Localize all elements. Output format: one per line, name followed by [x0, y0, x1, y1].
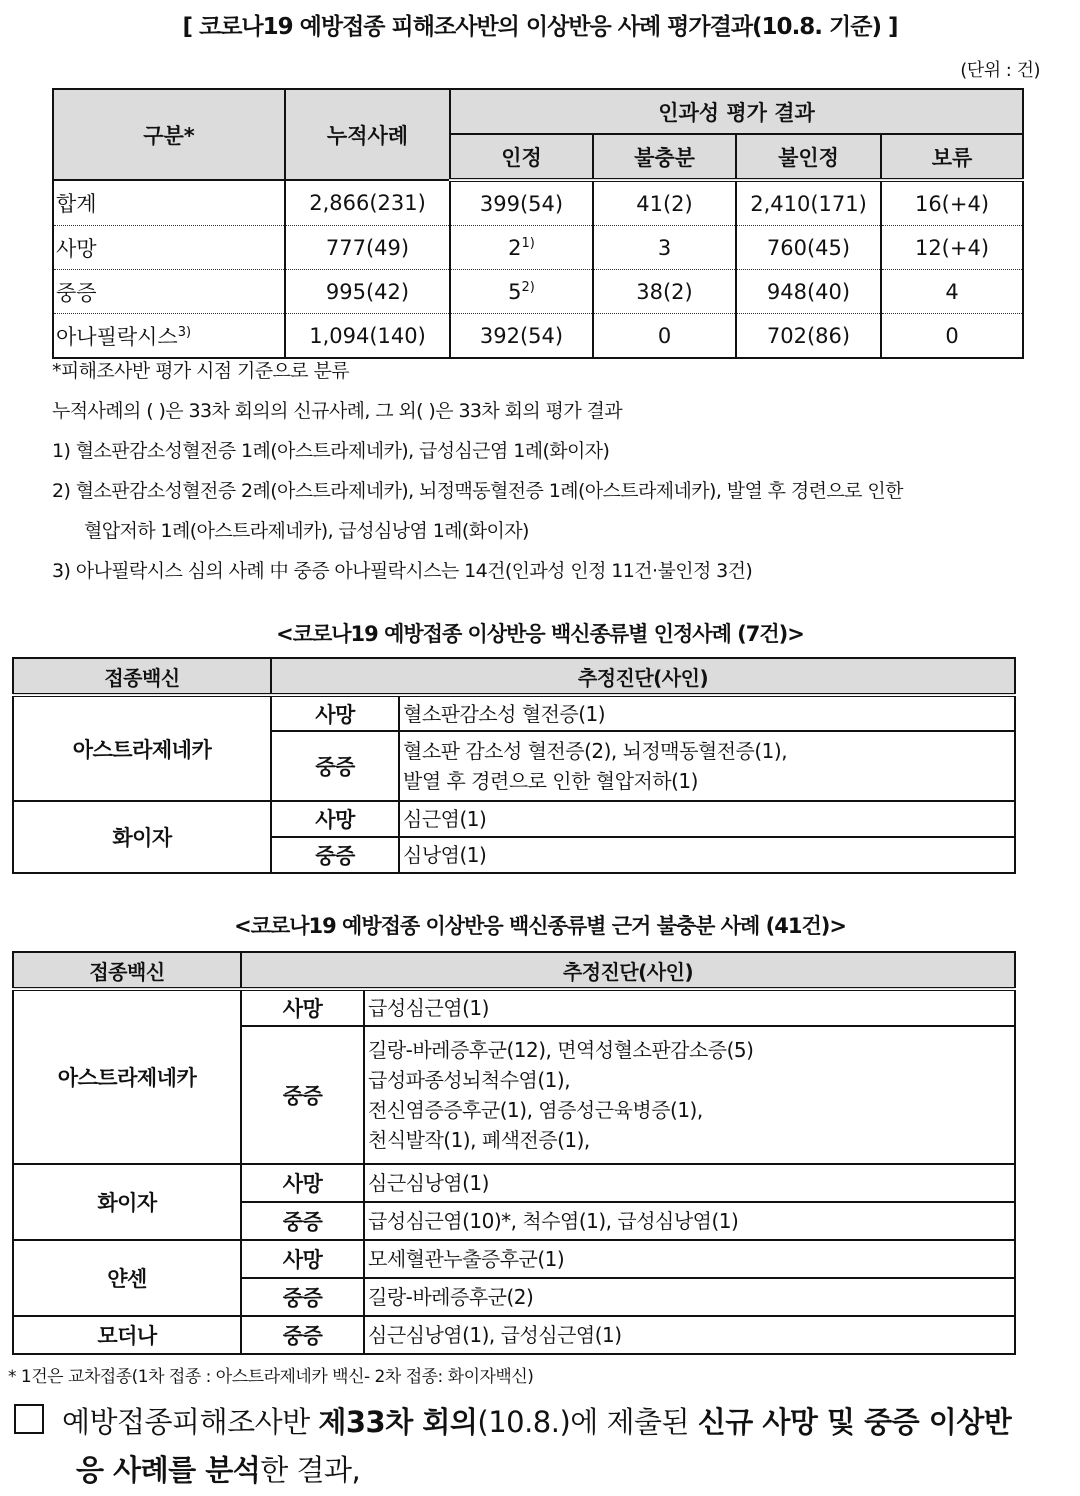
severity-label: 중증: [241, 1026, 364, 1164]
table-row: [53, 314, 1023, 359]
para-bold: 신규 사망 및 중증 이상반: [697, 1405, 1012, 1439]
table-row: [53, 180, 1023, 226]
cumulative-cell: 777(49): [285, 226, 450, 270]
col-recognized: 인정: [450, 134, 593, 180]
cumulative-cell: 2,866(231): [285, 180, 450, 226]
insufficient-table-title: <코로나19 예방접종 이상반응 백신종류별 근거 불충분 사례 (41건)>: [234, 914, 846, 938]
insufficient-cell: 41(2): [593, 180, 736, 226]
para-text: 한 결과,: [260, 1453, 361, 1487]
diagnosis-cell: [364, 1316, 1015, 1354]
para-bold: 응 사례를 분석: [76, 1453, 261, 1487]
table-row: [13, 695, 1015, 731]
not-recognized-cell: 760(45): [736, 226, 881, 270]
col-diagnosis: 추정진단(사인): [271, 658, 1015, 695]
diagnosis-cell: [364, 1164, 1015, 1202]
col-category: 구분*: [53, 89, 285, 180]
diagnosis-cell: [364, 1278, 1015, 1316]
recognized-cell: 399(54): [450, 180, 593, 226]
diagnosis-line: 길랑-바레증후군(12), 면역성혈소판감소증(5): [368, 1038, 754, 1062]
para-text: 예방접종피해조사반: [62, 1405, 319, 1439]
severity-label: 사망: [271, 695, 399, 731]
not-recognized-cell: 948(40): [736, 270, 881, 314]
table-row: [13, 1240, 1015, 1278]
table-row: [53, 226, 1023, 270]
col-vaccine: 접종백신: [13, 658, 271, 695]
recognized-cell: 2$^{1)}$: [450, 226, 593, 270]
table-row: [13, 989, 1015, 1026]
note-line: 누적사례의 ( )은 33차 회의의 신규사례, 그 외( )은 33차 회의 평가 결과: [52, 400, 623, 422]
col-vaccine: 접종백신: [13, 952, 241, 989]
insufficient-cell: 3: [593, 226, 736, 270]
diagnosis-line: 혈소판감소성 혈전증(1): [403, 701, 606, 726]
diagnosis-line: 심낭염(1): [403, 843, 487, 867]
diagnosis-line: 급성심근염(1): [368, 996, 489, 1020]
table-row: [13, 1164, 1015, 1202]
diagnosis-line: 심근심낭염(1): [368, 1171, 489, 1195]
note-line: 2) 혈소판감소성혈전증 2례(아스트라제네카), 뇌정맥동혈전증 1례(아스트라제네카), 발열 후 경련으로 인한: [52, 480, 903, 502]
summary-table: [52, 88, 1024, 359]
vaccine-name: 아스트라제네카: [13, 695, 271, 801]
note-line: 혈압저하 1례(아스트라제네카), 급성심낭염 1례(화이자): [84, 520, 529, 542]
diagnosis-cell: [364, 989, 1015, 1026]
diagnosis-line: 길랑-바레증후군(2): [368, 1285, 534, 1309]
col-causality-group: 인과성 평가 결과: [450, 89, 1023, 134]
footnote: * 1건은 교차접종(1차 접종 : 아스트라제네카 백신- 2차 접종: 화이자백신): [8, 1367, 534, 1387]
insufficient-cell: 0: [593, 314, 736, 359]
diagnosis-line: 심근심낭염(1), 급성심근염(1): [368, 1323, 622, 1347]
table-row: [53, 270, 1023, 314]
severity-label: 사망: [271, 801, 399, 837]
col-diagnosis: 추정진단(사인): [241, 952, 1015, 989]
severity-label: 사망: [241, 989, 364, 1026]
diagnosis-cell: [364, 1240, 1015, 1278]
row-label: 중증: [53, 270, 285, 314]
pending-cell: 4: [881, 270, 1023, 314]
diagnosis-line: 전신염증증후군(1), 염증성근육병증(1),: [368, 1098, 703, 1122]
pending-cell: 0: [881, 314, 1023, 359]
note-line: 1) 혈소판감소성혈전증 1례(아스트라제네카), 급성심근염 1례(화이자): [52, 440, 610, 462]
not-recognized-cell: 2,410(171): [736, 180, 881, 226]
vaccine-name: 화이자: [13, 801, 271, 873]
recognized-table-title: <코로나19 예방접종 이상반응 백신종류별 인정사례 (7건)>: [276, 622, 804, 646]
diagnosis-cell: [364, 1202, 1015, 1240]
not-recognized-cell: 702(86): [736, 314, 881, 359]
para-bold: 제33차 회의: [318, 1405, 478, 1439]
severity-label: 사망: [241, 1240, 364, 1278]
row-label: 합계: [53, 180, 285, 226]
vaccine-name: 화이자: [13, 1164, 241, 1240]
severity-label: 사망: [241, 1164, 364, 1202]
vaccine-name: 모더나: [13, 1316, 241, 1354]
severity-label: 중증: [271, 837, 399, 873]
severity-label: 중증: [271, 731, 399, 801]
recognized-cell: 5$^{2)}$: [450, 270, 593, 314]
col-insufficient: 불충분: [593, 134, 736, 180]
diagnosis-line: 심근염(1): [403, 807, 487, 831]
severity-label: 중증: [241, 1202, 364, 1240]
diagnosis-line: 급성파종성뇌척수염(1),: [368, 1068, 571, 1092]
notes: [52, 356, 1042, 596]
summary-paragraph: [10, 1398, 1060, 1494]
pending-cell: 16(+4): [881, 180, 1023, 226]
col-not-recognized: 불인정: [736, 134, 881, 180]
col-cumulative: 누적사례: [285, 89, 450, 180]
table-row: [13, 1316, 1015, 1354]
diagnosis-line: 발열 후 경련으로 인한 혈압저하(1): [403, 769, 698, 793]
severity-label: 중증: [241, 1278, 364, 1316]
col-pending: 보류: [881, 134, 1023, 180]
insufficient-cell: 38(2): [593, 270, 736, 314]
row-label: 사망: [53, 226, 285, 270]
note-line: *피해조사반 평가 시점 기준으로 분류: [52, 360, 349, 382]
severity-label: 중증: [241, 1316, 364, 1354]
note-line: 3) 아나필락시스 심의 사례 中 중증 아나필락시스는 14건(인과성 인정 11건·불인정 3건): [52, 560, 753, 582]
diagnosis-cell: [399, 731, 1015, 801]
recognized-cases-table: [12, 657, 1016, 874]
row-label: 아나필락시스$^{3)}$: [53, 314, 285, 359]
document-title: [ 코로나19 예방접종 피해조사반의 이상반응 사례 평가결과(10.8. 기준) ]: [182, 14, 898, 40]
para-text: (10.8.)에 제출된: [477, 1405, 698, 1439]
cumulative-cell: 1,094(140): [285, 314, 450, 359]
unit-label: (단위 : 건): [960, 60, 1040, 81]
pending-cell: 12(+4): [881, 226, 1023, 270]
diagnosis-line: 급성심근염(10)*, 척수염(1), 급성심낭염(1): [368, 1209, 739, 1233]
insufficient-cases-table: [12, 951, 1016, 1355]
vaccine-name: 얀센: [13, 1240, 241, 1316]
diagnosis-cell: [399, 837, 1015, 873]
recognized-cell: 392(54): [450, 314, 593, 359]
diagnosis-line: 천식발작(1), 폐색전증(1),: [368, 1128, 590, 1152]
vaccine-name: 아스트라제네카: [13, 989, 241, 1164]
cumulative-cell: 995(42): [285, 270, 450, 314]
checkbox-square-icon: [14, 1404, 44, 1434]
diagnosis-cell: [364, 1026, 1015, 1164]
diagnosis-cell: [399, 801, 1015, 837]
diagnosis-line: 모세혈관누출증후군(1): [368, 1247, 565, 1271]
diagnosis-cell: [399, 695, 1015, 731]
diagnosis-line: 혈소판 감소성 혈전증(2), 뇌정맥동혈전증(1),: [403, 739, 788, 763]
table-row: [13, 801, 1015, 837]
